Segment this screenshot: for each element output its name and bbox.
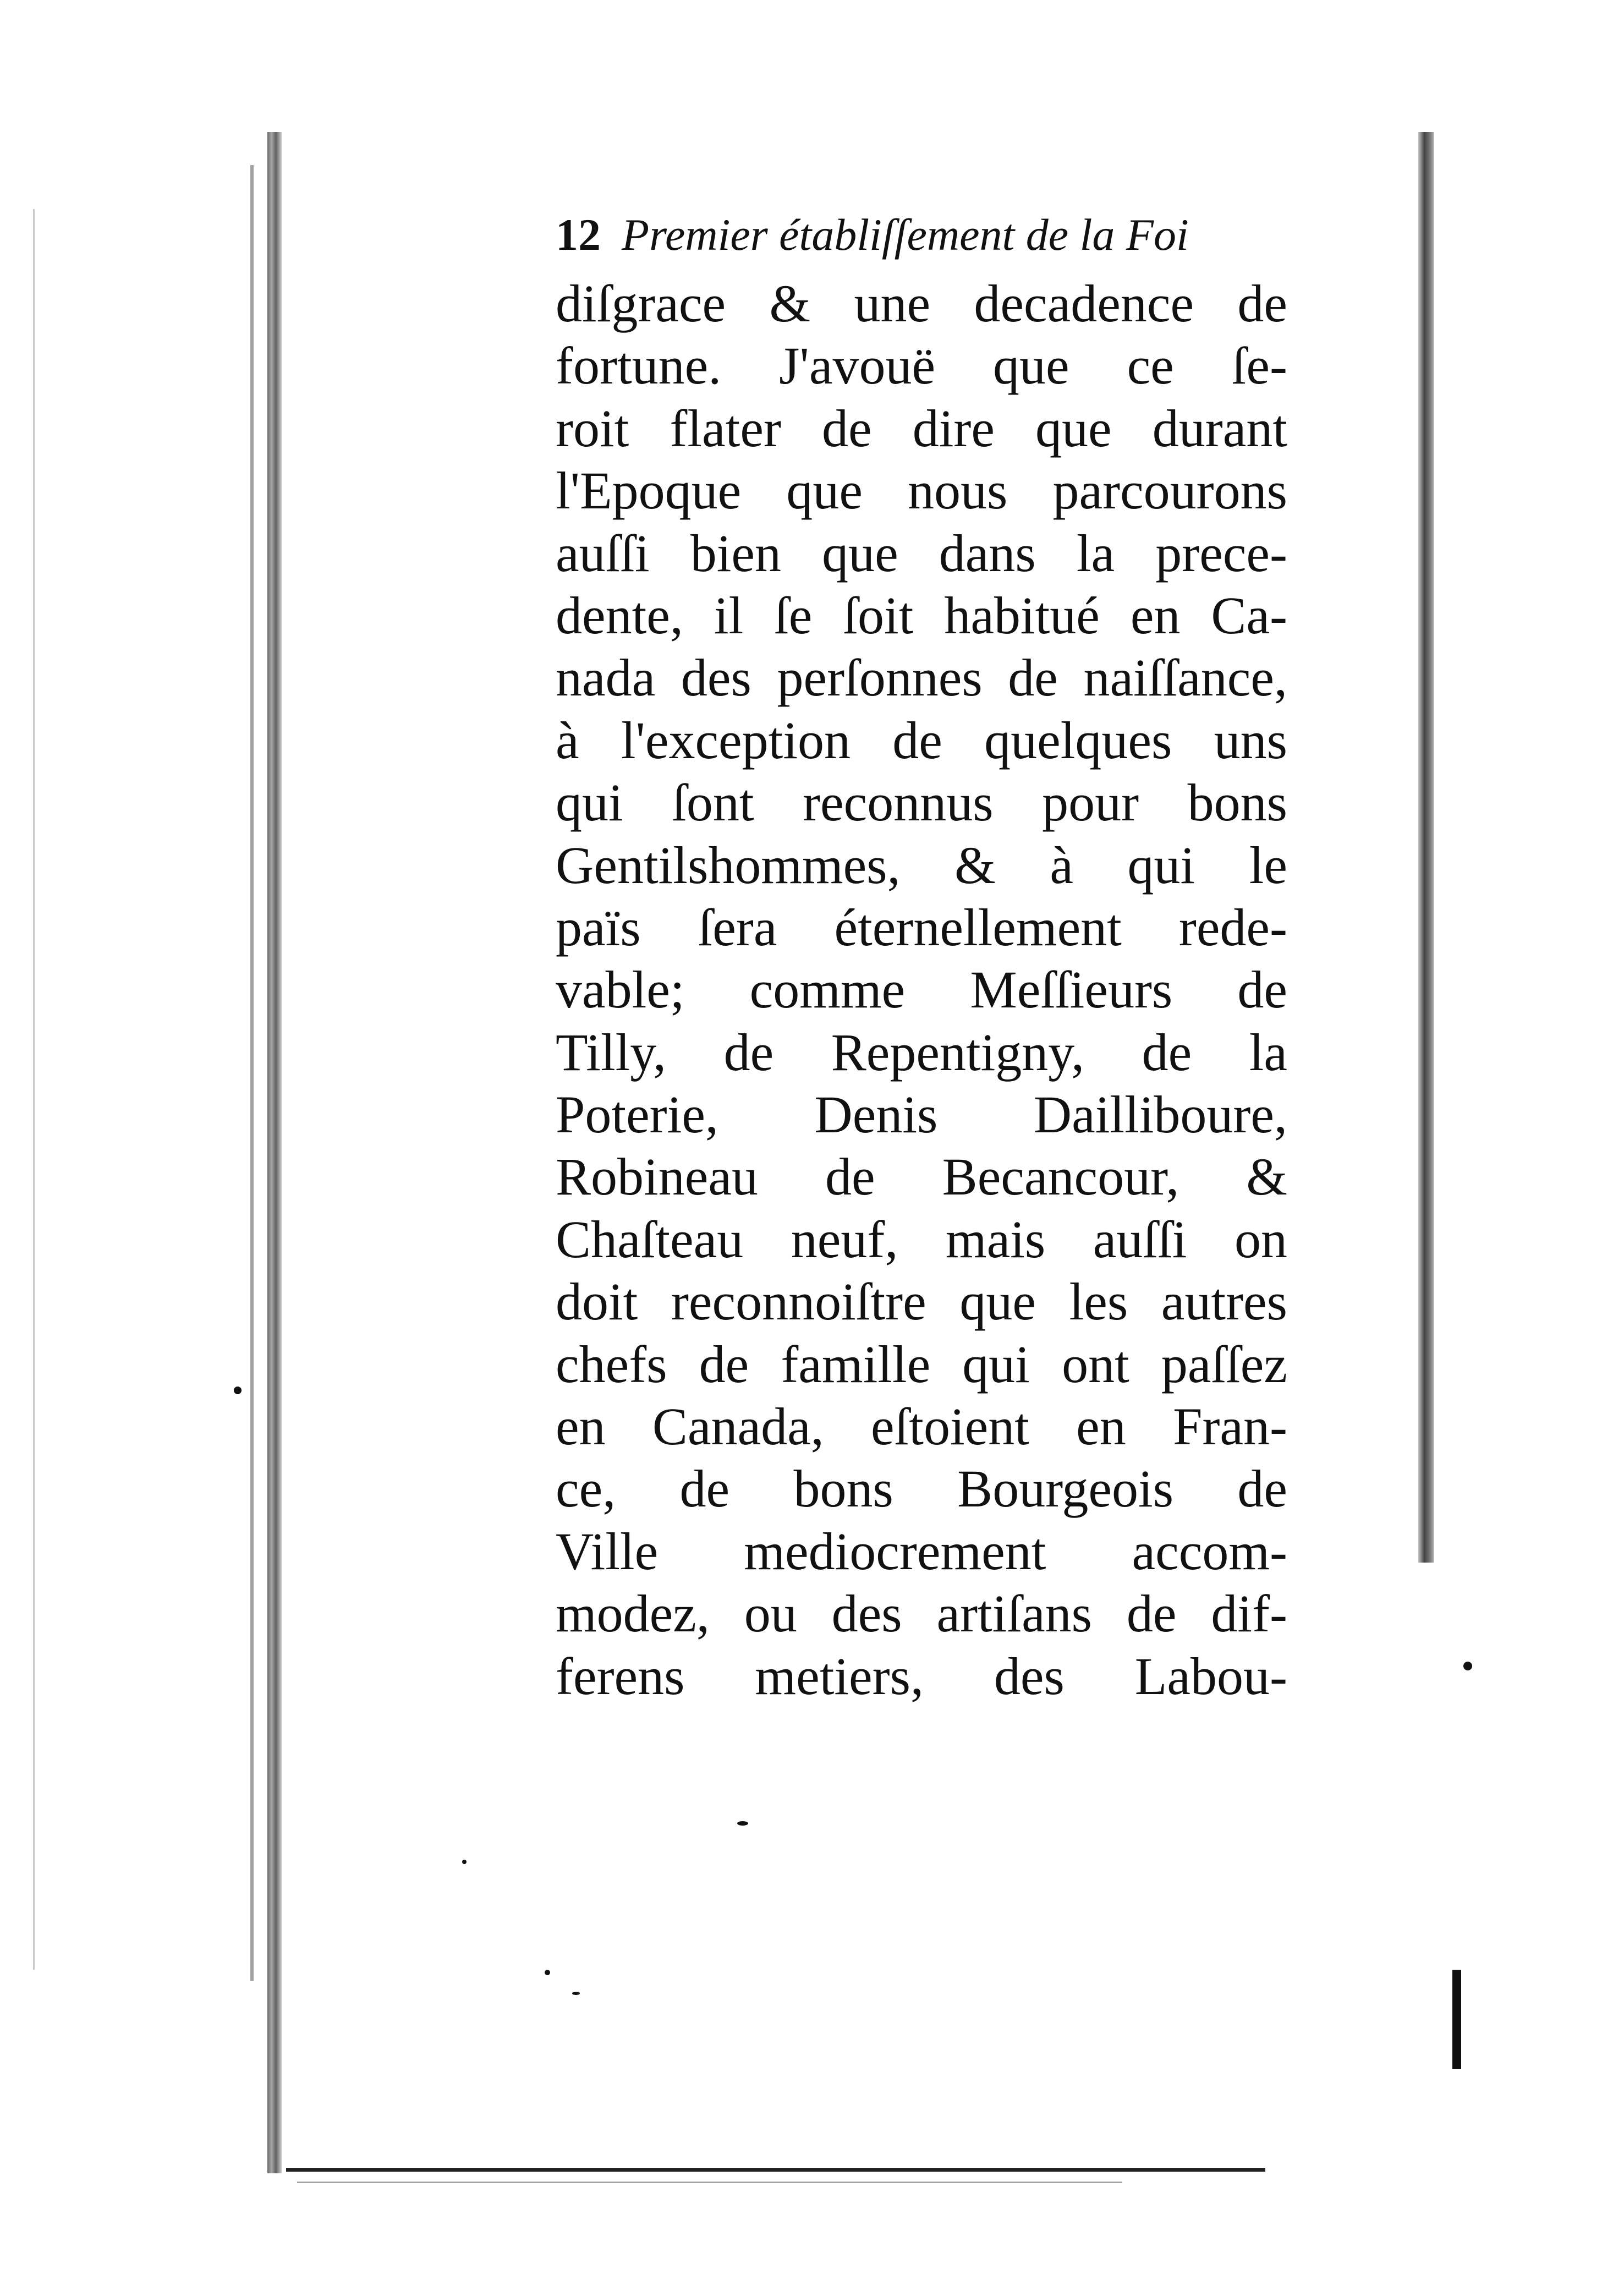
text-line: chefs de famille qui ont paſſez	[556, 1334, 1287, 1394]
text-line: ce, de bons Bourgeois de	[556, 1459, 1287, 1519]
running-title: Premier établiſſement de la Foi	[622, 210, 1189, 260]
body-text	[556, 272, 1287, 1707]
text-line: païs ſera éternellement rede-	[556, 897, 1287, 957]
page-edge-mark	[1452, 1970, 1461, 2069]
text-line: Gentilshommes, & à qui le	[556, 835, 1287, 895]
binding-edge	[267, 132, 282, 2173]
ink-speck	[462, 1860, 467, 1864]
text-line: roit flater de dire que durant	[556, 398, 1287, 458]
page-number: 12	[556, 210, 601, 260]
binding-shadow	[250, 165, 254, 1981]
text-line: Robineau de Becancour, &	[556, 1147, 1287, 1207]
ink-speck	[737, 1821, 748, 1826]
text-line: Ville mediocrement accom-	[556, 1521, 1287, 1581]
text-line: qui ſont reconnus pour bons	[556, 773, 1287, 832]
ink-speck	[1463, 1662, 1472, 1670]
text-line: vable; comme Meſſieurs de	[556, 960, 1287, 1020]
text-line: Tilly, de Repentigny, de la	[556, 1022, 1287, 1082]
text-line: Chaſteau neuf, mais auſſi on	[556, 1209, 1287, 1269]
text-line: dente, il ſe ſoit habitué en Ca-	[556, 585, 1287, 645]
bottom-edge-line-faint	[297, 2182, 1122, 2183]
ink-speck	[234, 1387, 242, 1394]
text-line: fortune. J'avouë que ce ſe-	[556, 336, 1287, 396]
text-line: doit reconnoiſtre que les autres	[556, 1272, 1287, 1331]
text-line: nada des perſonnes de naiſſance,	[556, 648, 1287, 708]
page-edge-right	[1418, 132, 1434, 1563]
scan-edge-artifact	[33, 209, 35, 1970]
text-line: auſſi bien que dans la prece-	[556, 523, 1287, 583]
text-line: en Canada, eſtoient en Fran-	[556, 1397, 1287, 1456]
text-line: Poterie, Denis Dailliboure,	[556, 1085, 1287, 1144]
ink-speck	[545, 1970, 550, 1975]
text-line: modez, ou des artiſans de dif-	[556, 1584, 1287, 1643]
text-line: l'Epoque que nous parcourons	[556, 461, 1287, 520]
text-line: diſgrace & une decadence de	[556, 274, 1287, 333]
ink-speck	[572, 1992, 580, 1995]
text-line: ferens metiers, des Labou-	[556, 1646, 1287, 1706]
bottom-edge-line	[286, 2168, 1265, 2172]
running-header	[556, 205, 1282, 265]
text-line: à l'exception de quelques uns	[556, 710, 1287, 770]
